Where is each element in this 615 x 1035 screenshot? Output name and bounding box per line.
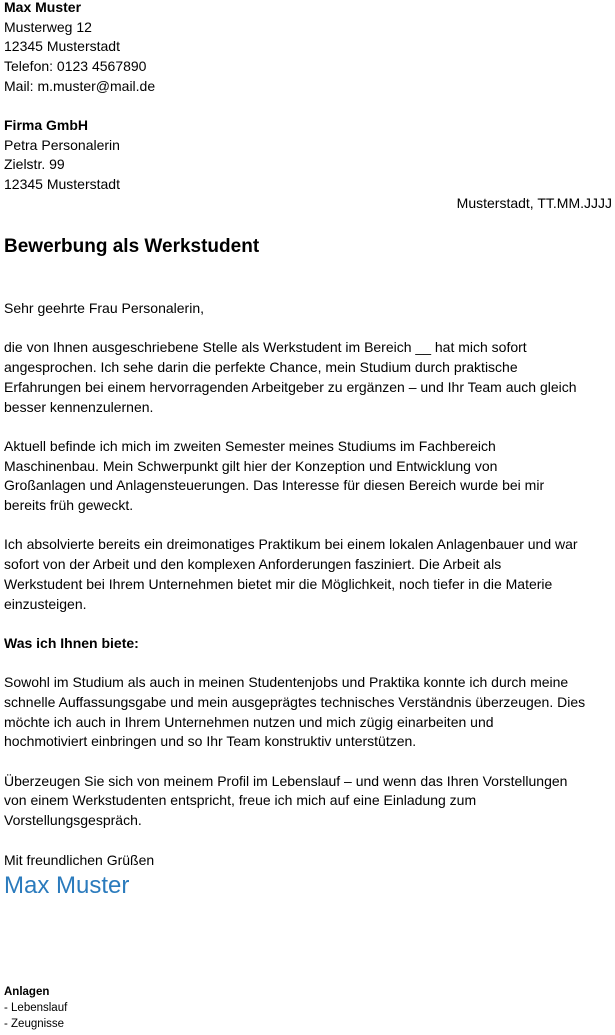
recipient-city: 12345 Musterstadt (4, 176, 120, 193)
salutation: Sehr geehrte Frau Personalerin, (4, 300, 204, 316)
sender-city: 12345 Musterstadt (4, 38, 120, 55)
offer-heading: Was ich Ihnen biete: (4, 634, 139, 651)
attachments-list (4, 984, 67, 1033)
recipient-street: Zielstr. 99 (4, 156, 65, 173)
sender-mail: Mail: m.muster@mail.de (4, 77, 156, 94)
sender-phone: Telefon: 0123 4567890 (4, 58, 147, 75)
sender-address (4, 0, 155, 97)
letter-body (4, 299, 604, 870)
attachment-item: - Zeugnisse (4, 1018, 65, 1031)
valediction: Mit freundlichen Grüßen (4, 851, 155, 868)
sender-street: Musterweg 12 (4, 18, 92, 35)
sender-name: Max Muster (4, 0, 82, 15)
recipient-contact: Petra Personalerin (4, 136, 120, 153)
recipient-address (4, 116, 120, 195)
paragraph-studies: Aktuell befinde ich mich im zweiten Semester meines Studiums im Fachbereich Maschinenbau. Mein Schwerpunkt gilt hier der Konzeption und Entwicklung von Großanlagen und Anlagensteuerungen. Das Interesse für diesen Bereich wurde bei mir bereits früh geweckt. (4, 437, 545, 513)
recipient-company: Firma GmbH (4, 117, 89, 133)
paragraph-intro: die von Ihnen ausgeschriebene Stelle als Werkstudent im Bereich __ hat mich sofort angesprochen. Ich sehe darin die perfekte Chance, mein Studium durch praktische Erfahrungen bei einem hervorragenden Arbeitgeber zu ergänzen – und Ihr Team auch gleich besser kennenzulernen. (4, 339, 577, 415)
place-date: Musterstadt, TT.MM.JJJJ (456, 195, 612, 211)
paragraph-closing: Überzeugen Sie sich von meinem Profil im Lebenslauf – und wenn das Ihren Vorstellungen von einem Werkstudenten entspricht, freue ich mich auf eine Einladung zum Vorstellungsgespräch. (4, 772, 568, 829)
subject-line: Bewerbung als Werkstudent (4, 236, 260, 257)
paragraph-offer: Sowohl im Studium als auch in meinen Studentenjobs und Praktika konnte ich durch meine schnelle Auffassungsgabe und mein ausgeprägtes technisches Verständnis überzeugen. Dies möchte ich auch in Ihrem Unternehmen nutzen und mich zügig einarbeiten und hochmotiviert einbringen und so Ihr Team konstruktiv unterstützen. (4, 674, 586, 750)
attachments-heading: Anlagen (4, 986, 50, 998)
attachment-item: - Lebenslauf (4, 1002, 68, 1015)
signature: Max Muster (4, 872, 130, 899)
paragraph-internship: Ich absolvierte bereits ein dreimonatiges Praktikum bei einem lokalen Anlagenbauer und war sofort von der Arbeit und den komplexen Anforderungen fasziniert. Die Arbeit als Werkstudent bei Ihrem Unternehmen bietet mir die Möglichkeit, noch tiefer in die Materie einzusteigen. (4, 536, 578, 612)
